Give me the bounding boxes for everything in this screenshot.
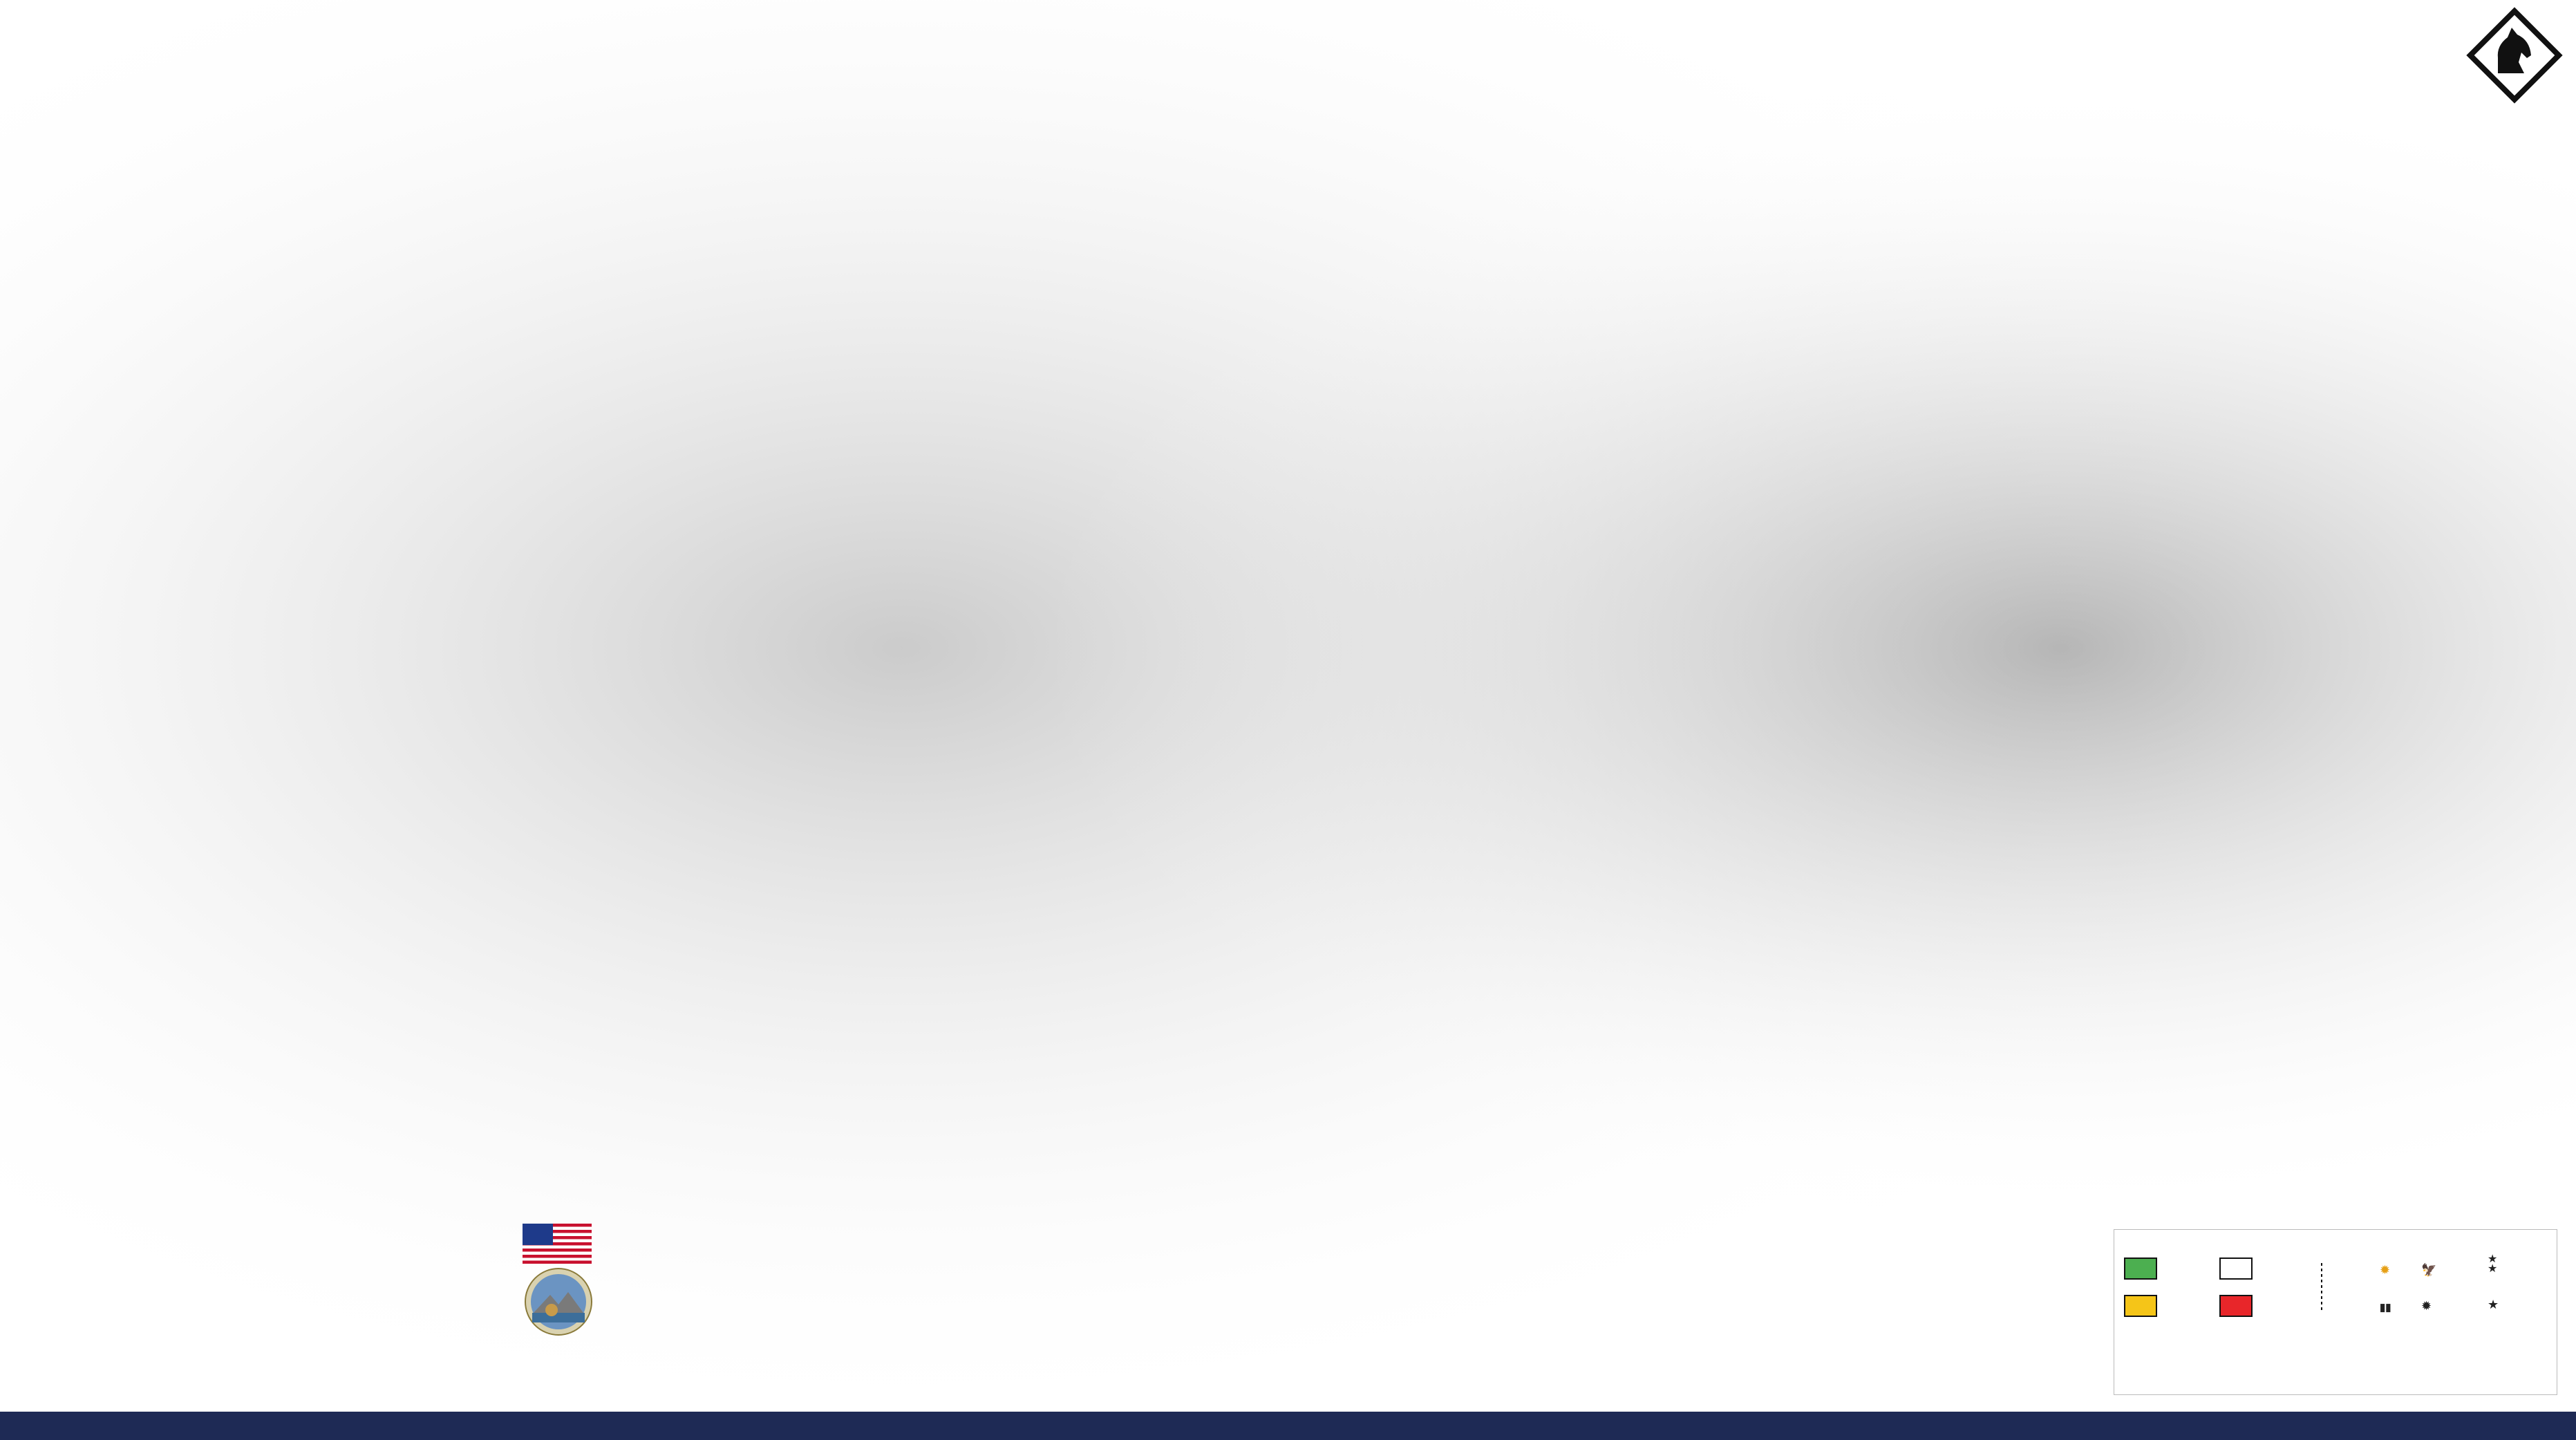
description-body	[605, 1264, 2091, 1265]
legend-cavalry-symbol	[2124, 1295, 2157, 1317]
legend-panel	[2114, 1229, 2557, 1395]
legend-artillery-symbol	[2219, 1295, 2253, 1317]
briggen-insignia-icon: ★	[2488, 1298, 2499, 1311]
us-flag-icon	[523, 1224, 592, 1264]
cpt-insignia-icon: ▮▮	[2380, 1302, 2391, 1313]
footer-bar	[0, 1412, 2576, 1440]
col-insignia-icon: 🦅	[2421, 1263, 2437, 1277]
battleorder-logo-icon	[2466, 7, 2563, 104]
majgen-insignia-icon: ★ ★	[2488, 1253, 2498, 1275]
ltcol-insignia-icon: ✹	[2421, 1299, 2432, 1313]
legend-medical-symbol	[2219, 1257, 2253, 1280]
legend-infantry-symbol	[2124, 1257, 2157, 1280]
california-seal-icon	[524, 1267, 593, 1336]
legend-attached-line	[2319, 1263, 2324, 1311]
maj-insignia-icon: ✹	[2380, 1263, 2391, 1277]
